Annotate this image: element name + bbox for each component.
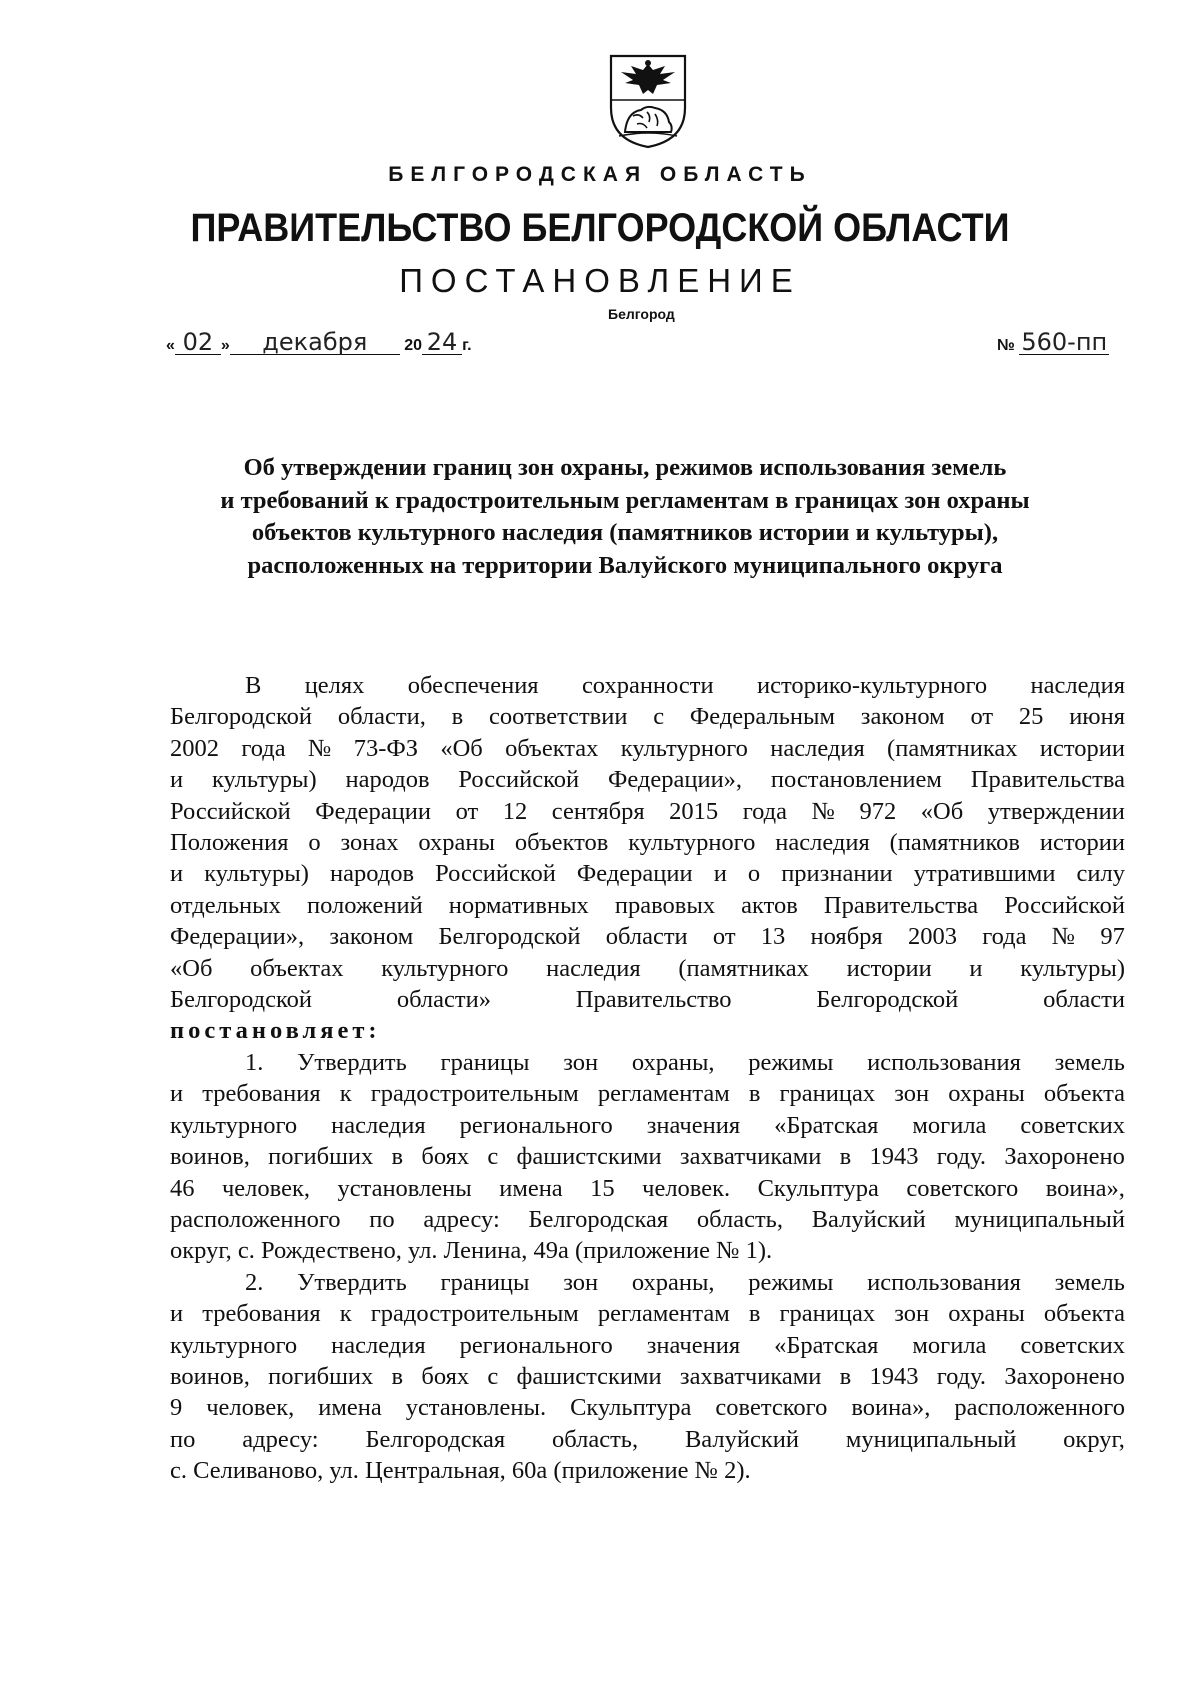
resolves-word: постановляет:: [170, 1017, 381, 1045]
item2-line: с. Селиваново, ул. Центральная, 60а (приложение № 2).: [170, 1457, 751, 1485]
body-line: В целях обеспечения сохранности историко-культурного наследия: [245, 672, 1125, 699]
date-year-prefix: 20: [404, 337, 423, 354]
government-name: ПРАВИТЕЛЬСТВО БЕЛГОРОДСКОЙ ОБЛАСТИ: [190, 206, 1010, 250]
body-line: Положения о зонах охраны объектов культурного наследия (памятников истории: [170, 829, 1125, 857]
region-name: БЕЛГОРОДСКАЯ ОБЛАСТЬ: [388, 163, 812, 186]
date-day: 02: [175, 330, 221, 355]
date-close-quote: »: [220, 337, 230, 354]
document-type: ПОСТАНОВЛЕНИЕ: [399, 262, 801, 299]
item1-line: культурного наследия регионального значения «Братская могила советских: [170, 1111, 1125, 1139]
document-number: [997, 330, 1109, 355]
body-line: Российской Федерации от 12 сентября 2015 года № 972 «Об утверждении: [170, 797, 1125, 825]
item1-line: округ, с. Рождествено, ул. Ленина, 49а (приложение № 1).: [170, 1237, 773, 1265]
number-label: №: [997, 337, 1015, 354]
title-line: и требований к градостроительным регламентам в границах зон охраны: [220, 486, 1030, 514]
item1-line: и требования к градостроительным регламентам в границах зон охраны объекта: [170, 1080, 1125, 1108]
body-line: Федерации», законом Белгородской области от 13 ноября 2003 года № 97: [170, 923, 1125, 951]
city-name: Белгород: [608, 306, 675, 322]
title-line: Об утверждении границ зон охраны, режимов использования земель: [243, 454, 1007, 481]
document-date: [166, 330, 472, 355]
date-open-quote: «: [166, 337, 175, 354]
item1-line: расположенного по адресу: Белгородская область, Валуйский муниципальный: [170, 1205, 1125, 1233]
item2-line: культурного наследия регионального значения «Братская могила советских: [170, 1331, 1125, 1359]
date-year-suffix: 24: [422, 330, 462, 355]
body-line: и культуры) народов Российской Федерации и о признании утратившими силу: [170, 860, 1125, 888]
item1-line: воинов, погибших в боях с фашистскими захватчиками в 1943 году. Захоронено: [170, 1143, 1125, 1171]
belgorod-coat-of-arms-icon: [603, 50, 693, 150]
item2-line: воинов, погибших в боях с фашистскими захватчиками в 1943 году. Захоронено: [170, 1362, 1125, 1390]
document-body: [170, 670, 1125, 1487]
item1-line: 46 человек, установлены имена 15 человек. Скульптура советского воина»,: [170, 1174, 1125, 1202]
item1-line: 1. Утвердить границы зон охраны, режимы использования земель: [245, 1048, 1125, 1076]
item2-line: и требования к градостроительным регламентам в границах зон охраны объекта: [170, 1300, 1125, 1328]
body-line: и культуры) народов Российской Федерации», постановлением Правительства: [170, 766, 1125, 794]
title-line: объектов культурного наследия (памятников истории и культуры),: [251, 519, 999, 546]
number-value: 560-пп: [1019, 330, 1109, 355]
body-line: «Об объектах культурного наследия (памятниках истории и культуры): [170, 954, 1125, 982]
item2-line: по адресу: Белгородская область, Валуйский муниципальный округ,: [170, 1425, 1125, 1453]
date-month: декабря: [230, 330, 400, 355]
body-line: отдельных положений нормативных правовых актов Правительства Российской: [170, 891, 1125, 919]
body-line: 2002 года № 73-ФЗ «Об объектах культурного наследия (памятниках истории: [170, 734, 1125, 762]
item2-line: 9 человек, имена установлены. Скульптура советского воина», расположенного: [170, 1394, 1125, 1422]
body-line: Белгородской области, в соответствии с Федеральным законом от 25 июня: [170, 703, 1125, 731]
item2-line: 2. Утвердить границы зон охраны, режимы использования земель: [245, 1268, 1125, 1296]
body-line: Белгородской области» Правительство Белгородской области: [170, 986, 1125, 1014]
document-title: [150, 452, 1100, 582]
date-year-abbr: г.: [462, 337, 472, 354]
title-line: расположенных на территории Валуйского муниципального округа: [247, 551, 1003, 579]
